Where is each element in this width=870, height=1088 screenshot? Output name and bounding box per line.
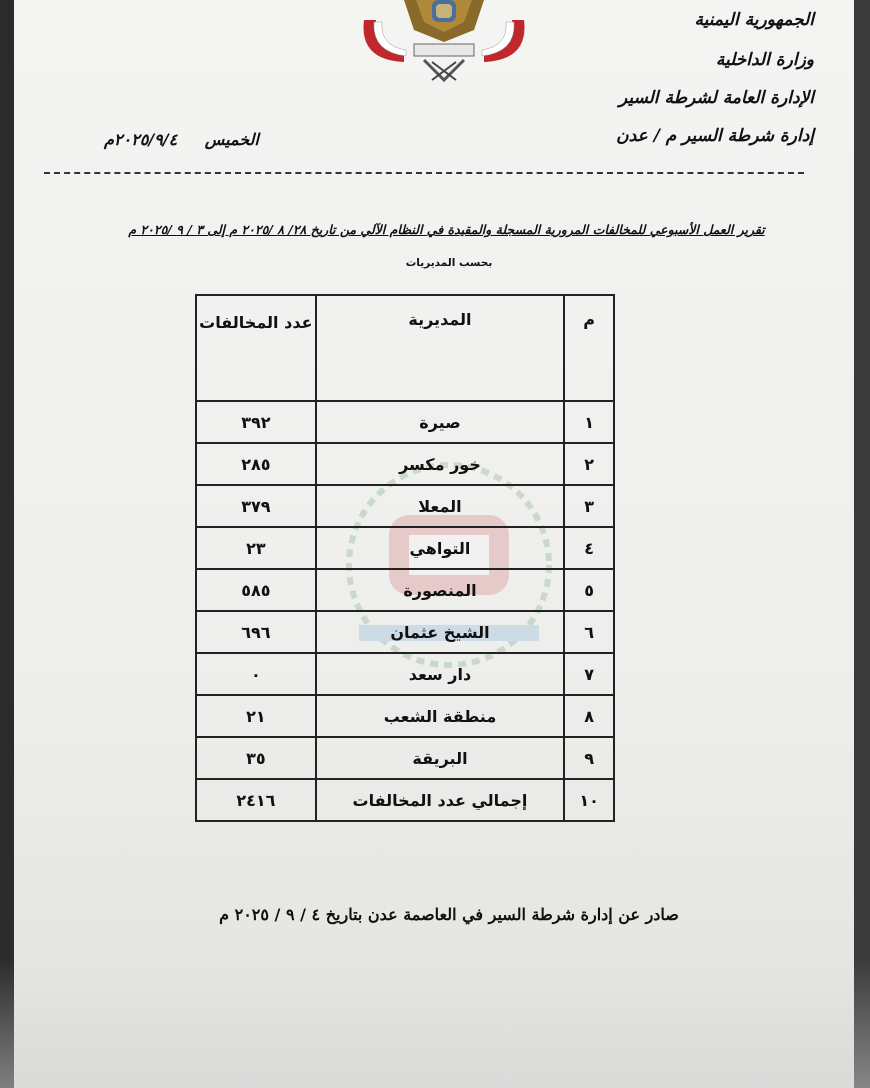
row-num: ٥ [564,569,614,611]
row-num: ١ [564,401,614,443]
row-count: ٣٧٩ [196,485,316,527]
document-page [14,0,854,1088]
ministry-name: وزارة الداخلية [715,50,814,70]
row-count: ٦٩٦ [196,611,316,653]
yemen-eagle-emblem-icon [344,0,544,82]
violations-table [195,294,615,822]
table-row [196,653,614,695]
table-row [196,527,614,569]
date-line [104,130,259,149]
report-title: تقرير العمل الأسبوعي للمخالفات المرورية المسجلة والمقيدة في النظام الآلي من تاريخ ٢٨/ ٨ /٢٠٢٥ م إلى ٣ / ٩ /٢٠٢٥ م [128,222,765,237]
row-num: ٩ [564,737,614,779]
row-num: ٦ [564,611,614,653]
header-count: عدد المخالفات [196,295,316,401]
row-district: صيرة [316,401,565,443]
row-district: المعلا [316,485,565,527]
table-header-row [196,295,614,401]
office-name: إدارة شرطة السير م / عدن [616,126,814,146]
row-district: التواهي [316,527,565,569]
row-count: ٢٨٥ [196,443,316,485]
row-district: الشيخ عثمان [316,611,565,653]
row-count: ٥٨٥ [196,569,316,611]
row-num: ٤ [564,527,614,569]
department-name: الإدارة العامة لشرطة السير [618,88,814,108]
row-district: البريقة [316,737,565,779]
row-district: دار سعد [316,653,565,695]
table-row [196,485,614,527]
table-row [196,611,614,653]
country-name: الجمهورية اليمنية [694,10,814,30]
row-count: ٢١ [196,695,316,737]
header-num: م [564,295,614,401]
table-row [196,695,614,737]
row-count: ٣٥ [196,737,316,779]
row-num: ١٠ [564,779,614,821]
day-label: الخميس [204,130,259,149]
row-num: ٣ [564,485,614,527]
row-district: المنصورة [316,569,565,611]
row-num: ٢ [564,443,614,485]
photo-shadow [0,958,870,1088]
row-count: ٠ [196,653,316,695]
row-district: خور مكسر [316,443,565,485]
separator-line [44,172,804,174]
row-num: ٧ [564,653,614,695]
row-count: ٣٩٢ [196,401,316,443]
row-count: ٢٣ [196,527,316,569]
date-value: ٢٠٢٥/٩/٤م [104,130,178,149]
row-district: منطقة الشعب [316,695,565,737]
table-row [196,737,614,779]
row-count: ٢٤١٦ [196,779,316,821]
header-district: المديرية [316,295,565,401]
table-row [196,443,614,485]
row-num: ٨ [564,695,614,737]
row-district: إجمالي عدد المخالفات [316,779,565,821]
table-row [196,569,614,611]
report-subtitle: بحسب المديريات [405,257,493,269]
table-row [196,401,614,443]
table-total-row [196,779,614,821]
issued-by-footer: صادر عن إدارة شرطة السير في العاصمة عدن بتاريخ ٤ / ٩ / ٢٠٢٥ م [219,905,679,924]
photo-edge [854,0,870,1088]
